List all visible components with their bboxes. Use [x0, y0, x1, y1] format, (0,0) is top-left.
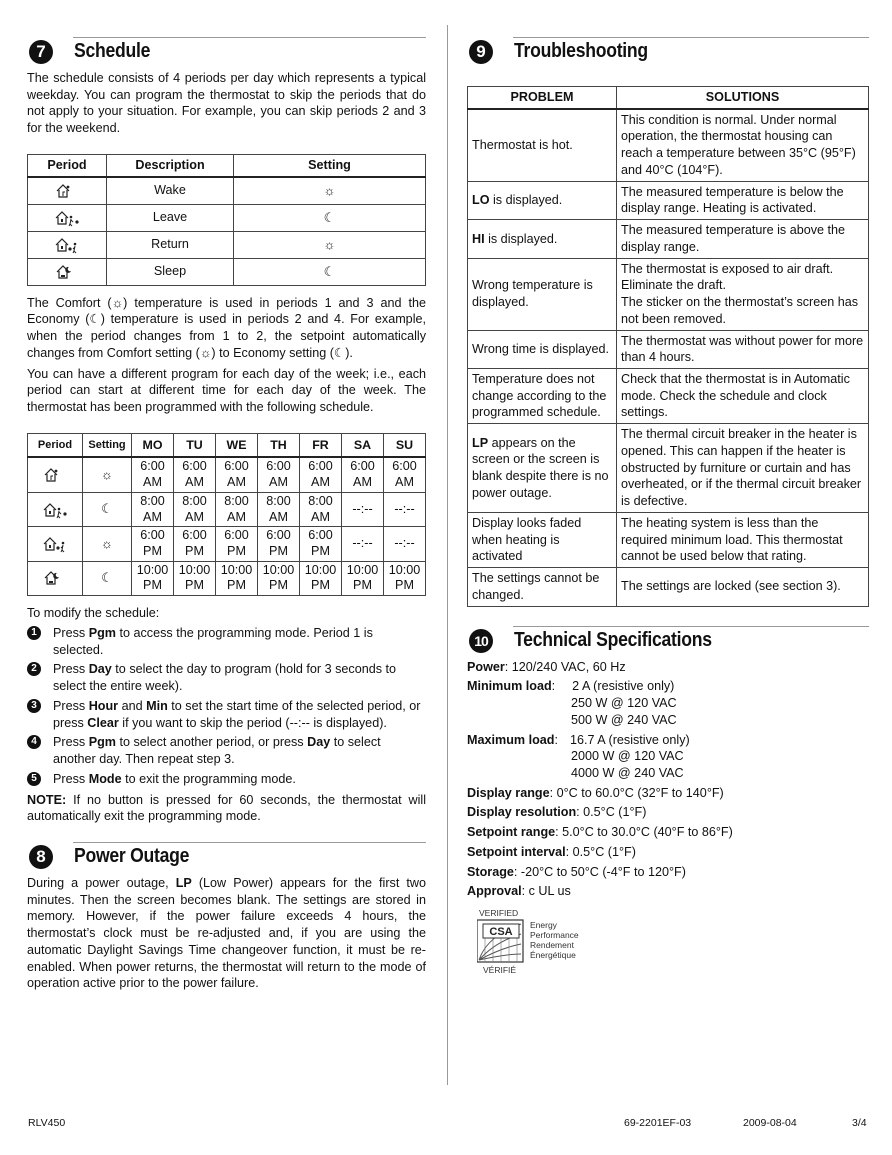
spec-value: : 0°C to 60.0°C (32°F to 140°F) — [549, 785, 724, 800]
time-cell: 6:00 AM — [384, 457, 426, 492]
wake-icon — [54, 182, 80, 200]
time-cell: 10:00 PM — [300, 561, 342, 595]
period-cell — [28, 492, 83, 526]
step-item: 5 Press Mode to exit the programming mode. — [27, 771, 426, 788]
spec-value: : 120/240 VAC, 60 Hz — [504, 659, 626, 674]
problem-cell: Wrong time is displayed. — [468, 330, 617, 368]
spec-label: Display range — [467, 785, 550, 800]
step-item: 3 Press Hour and Min to set the start time of the selected period, or press Clear if you want to skip the period (--:-- is displayed). — [27, 698, 426, 731]
time-cell: 8:00 AM — [132, 492, 174, 526]
description-cell: Return — [107, 231, 234, 258]
spec-value: 2000 W @ 120 VAC — [571, 749, 684, 764]
step-number-icon: 5 — [27, 772, 41, 786]
column-header: MO — [132, 433, 174, 457]
spec-value: 4000 W @ 240 VAC — [571, 765, 684, 780]
description-cell: Sleep — [107, 258, 234, 285]
time-cell: 10:00 PM — [132, 561, 174, 595]
footer-doc-number: 69-2201EF-03 — [624, 1117, 692, 1129]
power-outage-paragraph — [27, 875, 426, 992]
solution-cell: The measured temperature is below the display range. Heating is activated. — [617, 181, 869, 219]
troubleshooting-table — [467, 86, 869, 607]
column-header: TU — [174, 433, 216, 457]
column-header: Period — [28, 154, 107, 176]
section-title: Technical Specifications — [514, 628, 712, 651]
step-item: 1 Press Pgm to access the programming mode. Period 1 is selected. — [27, 625, 426, 658]
time-cell: 6:00 PM — [300, 527, 342, 561]
spec-value: : c UL us — [521, 884, 571, 899]
table-row — [28, 258, 426, 285]
setting-cell: ☾ — [83, 561, 132, 595]
solution-cell: Check that the thermostat is in Automatic mode. Check the schedule and clock settings. — [617, 369, 869, 424]
solution-cell: This condition is normal. Under normal operation, the thermostat housing can reach a temperature between 35°C (95°F) and 40°C (104°F). — [617, 109, 869, 181]
spec-value: 500 W @ 240 VAC — [571, 712, 677, 727]
table-row — [28, 177, 426, 205]
note-paragraph — [27, 792, 426, 825]
section-title: Power Outage — [74, 845, 190, 867]
spec-setpoint-range — [467, 824, 869, 841]
section-number: 8 — [29, 845, 53, 869]
column-header: SOLUTIONS — [617, 87, 869, 109]
spec-label: Minimum load — [467, 679, 552, 694]
lp-label: LP — [175, 876, 192, 890]
time-cell: 6:00 PM — [258, 527, 300, 561]
logo-line: Energy — [530, 920, 557, 930]
setting-cell: ☼ — [83, 527, 132, 561]
logo-line: Énergétique — [530, 950, 576, 960]
footer-date: 2009-08-04 — [743, 1117, 797, 1129]
time-cell: 8:00 AM — [216, 492, 258, 526]
period-cell — [28, 527, 83, 561]
verified-text: VERIFIED — [479, 908, 519, 918]
leave-icon — [54, 209, 80, 227]
step-number-icon: 3 — [27, 699, 41, 713]
verifie-text: VÉRIFIÉ — [483, 965, 517, 975]
step-number-icon: 4 — [27, 735, 41, 749]
problem-cell: LP appears on the screen or the screen is blank despite there is no power outage. — [468, 424, 617, 513]
time-cell: 8:00 AM — [300, 492, 342, 526]
solution-cell: The thermal circuit breaker in the heater is opened. This can happen if the heater is obstructed by furniture or curtain and has overheated, or if the thermal circuit breaker is defective. — [617, 424, 869, 513]
troubleshooting-heading — [467, 30, 869, 64]
time-cell: 10:00 PM — [342, 561, 384, 595]
time-cell: 6:00 AM — [258, 457, 300, 492]
text: During a power outage, — [27, 876, 176, 890]
column-header: FR — [300, 433, 342, 457]
week-schedule-table — [27, 433, 426, 596]
text: (Low Power) appears for the first two minutes. Then the screen becomes blank. The settings are stored in memory. However, if the power failure exceeds 4 hours, the thermostat’s clock must be re-adjusted and, if you are using the automatic Daylight Savings Time changeover function, it must be re-enabled. When power returns, the thermostat will return to the mode of operation active prior to the power failure. — [27, 876, 427, 991]
column-header: Setting — [83, 433, 132, 457]
setting-cell: ☾ — [83, 492, 132, 526]
section-title: Troubleshooting — [514, 40, 648, 62]
modify-label: To modify the schedule: — [27, 606, 160, 621]
spec-value: : 5.0°C to 30.0°C (40°F to 86°F) — [555, 825, 733, 840]
period-cell — [28, 177, 107, 205]
csa-text: CSA — [489, 926, 513, 938]
footer-page: 3/4 — [852, 1117, 867, 1129]
tech-specs-heading — [467, 619, 869, 653]
spec-value: : 0.5°C (1°F) — [565, 844, 636, 859]
problem-cell: LO is displayed. — [468, 181, 617, 219]
column-header: PROBLEM — [468, 87, 617, 109]
table-row — [468, 568, 869, 606]
specs-list — [467, 659, 869, 901]
modify-steps — [27, 625, 426, 788]
table-row — [28, 231, 426, 258]
schedule-intro: The schedule consists of 4 periods per day which represents a typical weekday. You can program the thermostat to skip the periods that do not apply to your situation. For example, you can skip periods 2 and 3 for the weekend. — [27, 71, 426, 136]
setting-cell: ☼ — [83, 457, 132, 492]
power-outage-heading — [27, 835, 426, 869]
table-row — [468, 258, 869, 330]
spec-display-resolution — [467, 804, 869, 821]
problem-cell: Temperature does not change according to the programmed schedule. — [468, 369, 617, 424]
comfort-paragraph: The Comfort (☼) temperature is used in periods 1 and 3 and the Economy (☾) temperature is used in periods 2 and 4. For example, when the period changes from 1 to 2, the setpoint automatically changes from Comfort setting (☼) to Economy setting (☾). — [27, 295, 426, 360]
solution-cell: The thermostat is exposed to air draft. Eliminate the draft. The sticker on the thermostat’s screen has not been removed. — [617, 258, 869, 330]
return-icon — [54, 236, 80, 254]
step-item: 2 Press Day to select the day to program (hold for 3 seconds to select the entire week). — [27, 661, 426, 694]
spec-label: Setpoint range — [467, 825, 556, 840]
column-header: Setting — [234, 154, 426, 176]
left-column — [27, 30, 426, 996]
problem-cell: Wrong temperature is displayed. — [468, 258, 617, 330]
spec-value: 250 W @ 120 VAC — [571, 696, 677, 711]
wake-icon — [42, 466, 68, 484]
table-row — [28, 457, 426, 492]
return-icon — [42, 535, 68, 553]
period-cell — [28, 204, 107, 231]
time-cell: 10:00 PM — [216, 561, 258, 595]
time-cell: 6:00 PM — [132, 527, 174, 561]
spec-storage — [467, 864, 869, 881]
sleep-icon — [42, 569, 68, 587]
time-cell: --:-- — [342, 527, 384, 561]
section-number: 7 — [29, 40, 53, 64]
solution-cell: The heating system is less than the required minimum load. This thermostat cannot be used below that rating. — [617, 512, 869, 567]
time-cell: 6:00 PM — [174, 527, 216, 561]
column-header: TH — [258, 433, 300, 457]
sleep-icon — [54, 263, 80, 281]
table-row — [468, 330, 869, 368]
table-row — [28, 492, 426, 526]
setting-cell: ☾ — [234, 258, 426, 285]
solution-cell: The measured temperature is above the display range. — [617, 220, 869, 258]
spec-label: Display resolution — [467, 805, 577, 820]
table-row — [28, 204, 426, 231]
time-cell: 8:00 AM — [258, 492, 300, 526]
time-cell: 10:00 PM — [174, 561, 216, 595]
spec-approval — [467, 883, 869, 900]
csa-mark-icon — [477, 906, 607, 976]
right-column — [467, 30, 869, 903]
csa-energy-logo — [477, 906, 607, 976]
problem-cell: HI is displayed. — [468, 220, 617, 258]
note-label: NOTE: — [27, 792, 67, 807]
table-row — [28, 561, 426, 595]
spec-label: Power — [467, 659, 505, 674]
time-cell: 10:00 PM — [258, 561, 300, 595]
setting-cell: ☾ — [234, 204, 426, 231]
setting-cell: ☼ — [234, 177, 426, 205]
setting-cell: ☼ — [234, 231, 426, 258]
time-cell: 6:00 AM — [174, 457, 216, 492]
time-cell: 6:00 AM — [342, 457, 384, 492]
spec-value: 16.7 A (resistive only) — [569, 732, 690, 747]
problem-cell: The settings cannot be changed. — [468, 568, 617, 606]
column-header: Period — [28, 433, 83, 457]
step-number-icon: 1 — [27, 626, 41, 640]
column-header: SA — [342, 433, 384, 457]
spec-value: : 0.5°C (1°F) — [576, 805, 647, 820]
spec-label: Approval — [467, 884, 522, 899]
table-row — [468, 109, 869, 181]
problem-cell: Display looks faded when heating is activated — [468, 512, 617, 567]
section-number: 10 — [469, 629, 493, 653]
step-number-icon: 2 — [27, 662, 41, 676]
period-cell — [28, 457, 83, 492]
time-cell: 6:00 PM — [216, 527, 258, 561]
problem-cell: Thermostat is hot. — [468, 109, 617, 181]
section-number: 9 — [469, 40, 493, 64]
section-title: Schedule — [74, 40, 151, 62]
table-row — [468, 220, 869, 258]
table-row — [468, 181, 869, 219]
column-divider — [447, 25, 448, 1085]
column-header: Description — [107, 154, 234, 176]
time-cell: --:-- — [342, 492, 384, 526]
time-cell: 6:00 AM — [216, 457, 258, 492]
note-text: If no button is pressed for 60 seconds, the thermostat will automatically exit the programming mode. — [27, 792, 426, 824]
leave-icon — [42, 501, 68, 519]
time-cell: 10:00 PM — [384, 561, 426, 595]
period-cell — [28, 231, 107, 258]
spec-max-load: Maximum load: 16.7 A (resistive only) 2000 W @ 120 VAC 4000 W @ 240 VAC — [467, 732, 869, 782]
table-row — [468, 512, 869, 567]
spec-value: : -20°C to 50°C (-4°F to 120°F) — [513, 864, 686, 879]
column-header: WE — [216, 433, 258, 457]
time-cell: 8:00 AM — [174, 492, 216, 526]
period-cell — [28, 561, 83, 595]
solution-cell: The thermostat was without power for more than 4 hours. — [617, 330, 869, 368]
period-table — [27, 154, 426, 286]
time-cell: --:-- — [384, 527, 426, 561]
spec-setpoint-interval — [467, 844, 869, 861]
description-cell: Wake — [107, 177, 234, 205]
time-cell: 6:00 AM — [300, 457, 342, 492]
schedule-heading — [27, 30, 426, 64]
column-header: SU — [384, 433, 426, 457]
program-paragraph: You can have a different program for each day of the week; i.e., each period can start at different time for each day of the week. The thermostat has been programmed with the following schedule. — [27, 366, 426, 415]
step-item: 4 Press Pgm to select another period, or press Day to select another day. Then repeat step 3. — [27, 734, 426, 767]
description-cell: Leave — [107, 204, 234, 231]
logo-line: Performance — [530, 930, 579, 940]
logo-line: Rendement — [530, 940, 574, 950]
spec-min-load: Minimum load: 2 A (resistive only) 250 W @ 120 VAC 500 W @ 240 VAC — [467, 678, 869, 728]
table-row — [28, 527, 426, 561]
spec-label: Storage — [467, 864, 514, 879]
spec-power — [467, 659, 869, 676]
period-cell — [28, 258, 107, 285]
solution-cell: The settings are locked (see section 3). — [617, 568, 869, 606]
spec-label: Setpoint interval — [467, 844, 566, 859]
table-row — [468, 369, 869, 424]
time-cell: 6:00 AM — [132, 457, 174, 492]
spec-value: 2 A (resistive only) — [572, 679, 675, 694]
table-row — [468, 424, 869, 513]
spec-label: Maximum load — [467, 732, 555, 747]
spec-display-range — [467, 785, 869, 802]
footer-model: RLV450 — [28, 1117, 66, 1129]
time-cell: --:-- — [384, 492, 426, 526]
